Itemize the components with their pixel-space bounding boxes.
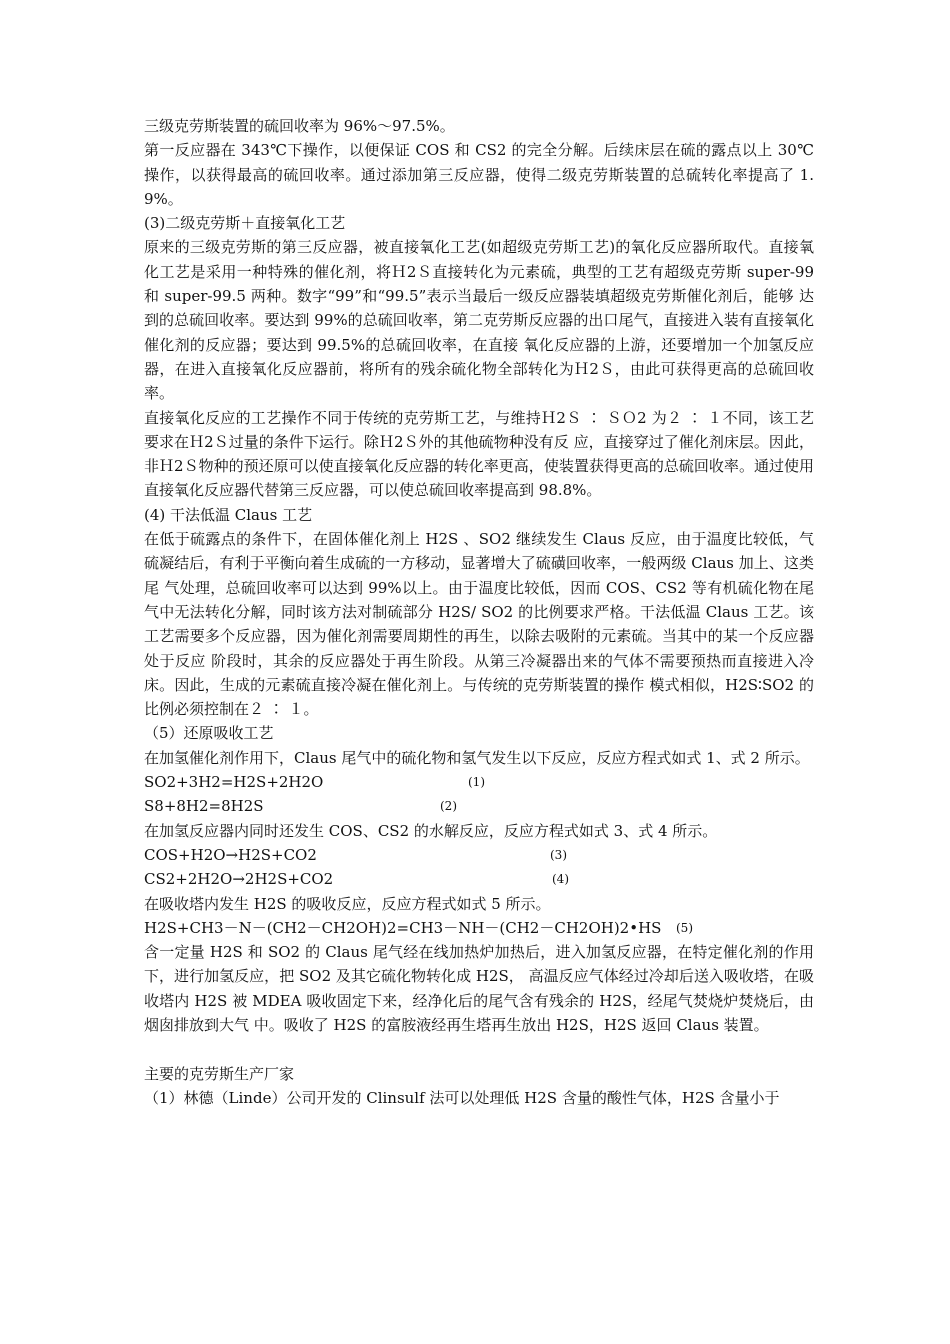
paragraph-process-description: 含一定量 H2S 和 SO2 的 Claus 尾气经在线加热炉加热后，进入加氢反应器，在特定催化剂的作用下，进行加氢反应，把 SO2 及其它硫化物转化成 H2S， 高温反应气体经过冷却后送入吸收塔，在吸收塔内 H2S 被 MDEA 吸收固定下来，经净化后的尾气含有残余的 H2S，经尾气焚烧炉焚烧后，由烟囱排放到大气 中。吸收了 H2S 的富胺液经再生塔再生放出 H2S，H2S 返回 Claus 装置。 [144,943,814,1034]
document-page [144,114,814,1110]
equation-formula: H2S+CH3－N－(CH2－CH2OH)2=CH3－NH－(CH2－CH2OH)2•HS [144,918,662,937]
section-heading-manufacturers: 主要的克劳斯生产厂家 [144,1064,295,1083]
paragraph-hydrogenation-intro: 在加氢催化剂作用下，Claus 尾气中的硫化物和氢气发生以下反应，反应方程式如式 1、式 2 所示。 [144,748,810,767]
equation-number: (3) [550,847,567,862]
paragraph-direct-oxidation-operation: 直接氧化反应的工艺操作不同于传统的克劳斯工艺，与维持Ｈ2Ｓ ∶ ＳＯ2 为２ ∶ １不同，该工艺要求在Ｈ2Ｓ过量的条件下运行。除Ｈ2Ｓ外的其他硫物种没有反 应，直接穿过了催化剂床层。因此，非Ｈ2Ｓ物种的预还原可以使直接氧化反应器的转化率更高，使装置获得更高的总硫回收率。通过使用直接氧化反应器代替第三反应器，可以使总硫回收率提高到 98.8%。 [144,408,814,500]
paragraph-hydrolysis-intro: 在加氢反应器内同时还发生 COS、CS2 的水解反应，反应方程式如式 3、式 4 所示。 [144,821,718,840]
equation-number: (1) [468,775,485,790]
paragraph-direct-oxidation: 原来的三级克劳斯的第三反应器，被直接氧化工艺(如超级克劳斯工艺)的氧化反应器所取代。直接氧化工艺是采用一种特殊的催化剂，将Ｈ2Ｓ直接转化为元素硫，典型的工艺有超级克劳斯 super-99 和 super-99.5 两种。数字“99”和“99.5”表示当最后一级反应器装填超级克劳斯催化剂后，能够 达到的总硫回收率。要达到 99%的总硫回收率，第二克劳斯反应器的出口尾气，直接进入装有直接氧化催化剂的反应器；要达到 99.5%的总硫回收率，在直接 氧化反应器的上游，还要增加一个加氢反应器，在进入直接氧化反应器前，将所有的残余硫化物全部转化为Ｈ2Ｓ，由此可获得更高的总硫回收率。 [144,238,814,403]
equation-number: (2) [440,799,457,814]
paragraph-dry-low-temp-claus: 在低于硫露点的条件下，在固体催化剂上 H2S 、SO2 继续发生 Claus 反应，由于温度比较低，气硫凝结后，有利于平衡向着生成硫的一方移动，显著增大了硫磺回收率，一般两级 Claus 加上、这类尾 气处理，总硫回收率可以达到 99%以上。由于温度比较低，因而 COS、CS2 等有机硫化物在尾气中无法转化分解，同时该方法对制硫部分 H2S/ SO2 的比例要求严格。干法低温 Claus 工艺。该工艺需要多个反应器，因为催化剂需要周期性的再生，以除去吸附的元素硫。当其中的某一个反应器处于反应 阶段时，其余的反应器处于再生阶段。从第三冷凝器出来的气体不需要预热而直接进入冷床。因此，生成的元素硫直接冷凝在催化剂上。与传统的克劳斯装置的操作 模式相似，H2S∶SO2 的比例必须控制在２ ∶ １。 [144,530,814,719]
paragraph-absorption-intro: 在吸收塔内发生 H2S 的吸收反应，反应方程式如式 5 所示。 [144,894,551,913]
section-heading-4: (4) 干法低温 Claus 工艺 [144,505,313,524]
equation-number: (5) [676,920,693,935]
section-heading-3: (3)二级克劳斯＋直接氧化工艺 [144,214,346,233]
equation-2 [144,794,814,818]
equation-formula: CS2+2H2O→2H2S+CO2 [144,870,334,889]
equation-5 [144,916,814,940]
paragraph-linde-clinsulf: （1）林德（Linde）公司开发的 Clinsulf 法可以处理低 H2S 含量的酸性气体，H2S 含量小于 [144,1088,780,1107]
equation-1 [144,770,814,794]
section-heading-5: （5）还原吸收工艺 [144,724,274,743]
equation-formula: SO2+3H2=H2S+2H2O [144,773,324,792]
paragraph-first-reactor: 第一反应器在 343℃下操作，以便保证 COS 和 CS2 的完全分解。后续床层在硫的露点以上 30℃操作，以获得最高的硫回收率。通过添加第三反应器，使得二级克劳斯装置的总硫转化率提高了 1.9%。 [144,141,814,208]
equation-number: (4) [552,872,569,887]
equation-4 [144,867,814,891]
equation-3 [144,843,814,867]
equation-formula: COS+H2O→H2S+CO2 [144,845,317,864]
blank-line [144,1037,814,1061]
paragraph-recovery-rate: 三级克劳斯装置的硫回收率为 96%～97.5%。 [144,117,455,135]
equation-formula: S8+8H2=8H2S [144,797,264,816]
